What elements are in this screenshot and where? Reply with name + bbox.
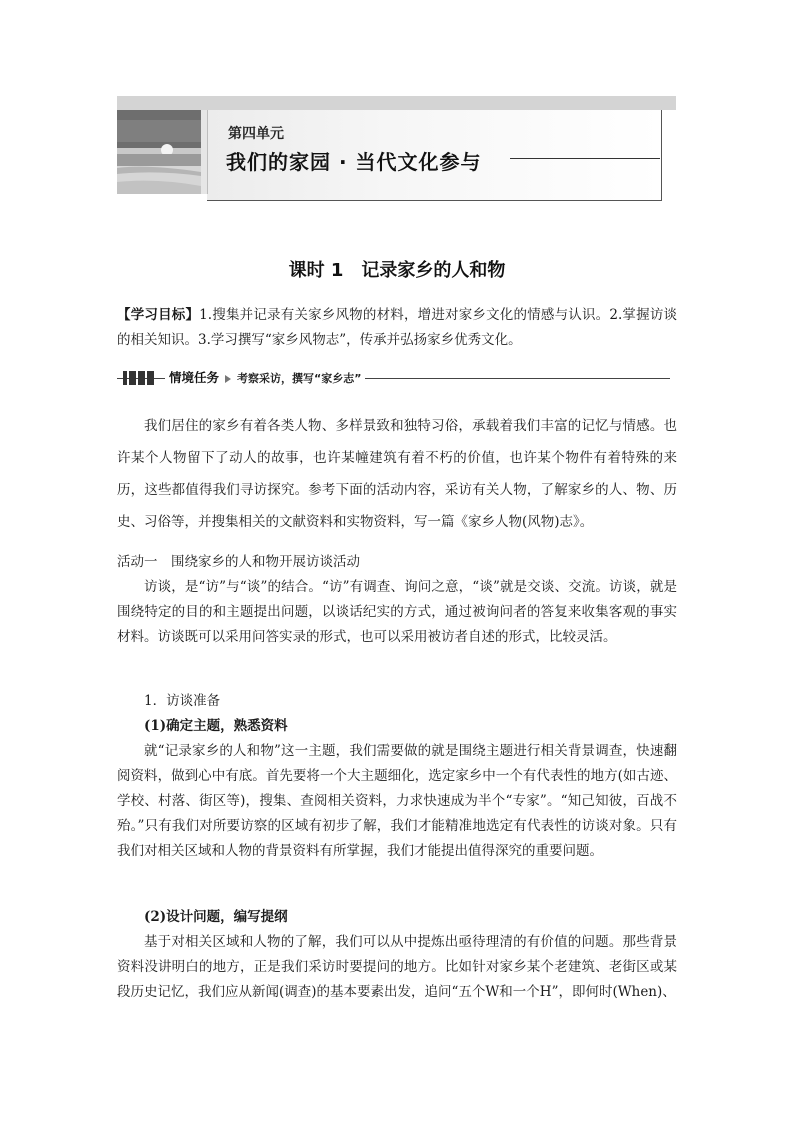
activity-heading: 活动一 围绕家乡的人和物开展访谈活动 <box>117 554 360 570</box>
task-bar-blocks <box>123 371 154 385</box>
subsection-heading-1: (1)确定主题，熟悉资料 <box>144 718 288 734</box>
unit-title-rule <box>510 158 660 159</box>
task-subtitle: 考察采访，撰写“家乡志” <box>237 372 362 385</box>
banner-frame-bottom <box>207 200 662 201</box>
learning-goals-label: 【学习目标】 <box>117 307 200 323</box>
banner-frame-right <box>661 110 662 200</box>
task-label-group <box>165 369 365 387</box>
banner-photo-edge <box>201 110 208 194</box>
activity-paragraph-2: 就“记录家乡的人和物”这一主题，我们需要做的就是围绕主题进行相关背景调查，快速翻阅资料，做到心中有底。首先要将一个大主题细化，选定家乡中一个有代表性的地方(如古迹、学校、村落、街区等)，搜集、查阅相关资料，力求快速成为半个“专家”。“知己知彼，百战不殆。”只有我们对所要访察的区域有初步了解，我们才能精准地选定有代表性的访谈对象。只有我们对相关区域和人物的背景资料有所掌握，我们才能提出值得深究的重要问题。 <box>117 743 677 859</box>
triangle-arrow-icon <box>225 375 231 383</box>
unit-label: 第四单元 <box>228 126 284 142</box>
section-heading-preparation: 1．访谈准备 <box>144 693 221 709</box>
task-label: 情境任务 <box>169 370 220 385</box>
intro-paragraph: 我们居住的家乡有着各类人物、多样景致和独特习俗，承载着我们丰富的记忆与情感。也许某个人物留下了动人的故事，也许某幢建筑有着不朽的价值，也许某个物件有着特殊的来历，这些都值得我们寻访探究。参考下面的活动内容，采访有关人物，了解家乡的人、物、历史、习俗等，并搜集相关的文献资料和实物资料，写一篇《家乡人物(风物)志》。 <box>117 418 677 530</box>
learning-goals-text: 1.搜集并记录有关家乡风物的材料，增进对家乡文化的情感与认识。2.掌握访谈的相关知识。3.学习撰写“家乡风物志”，传承并弘扬家乡优秀文化。 <box>117 307 678 348</box>
sunset-landscape-image <box>117 110 201 194</box>
unit-title: 我们的家园 · 当代文化参与 <box>226 150 482 174</box>
lesson-title: 课时 1 记录家乡的人和物 <box>288 260 506 281</box>
situation-task-bar <box>117 369 670 387</box>
activity-paragraph-3: 基于对相关区域和人物的了解，我们可以从中提炼出亟待理清的有价值的问题。那些背景资料没讲明白的地方，正是我们采访时要提问的地方。比如针对家乡某个老建筑、老街区或某段历史记忆，我们应从新闻(调查)的基本要素出发，追问“五个W和一个H”，即何时(When)、 <box>117 934 677 1000</box>
learning-goals <box>117 303 677 353</box>
banner-top-strip <box>117 96 676 110</box>
subsection-heading-2: (2)设计问题，编写提纲 <box>144 909 288 925</box>
activity-paragraph-1: 访谈，是“访”与“谈”的结合。“访”有调查、询问之意，“谈”就是交谈、交流。访谈，就是围绕特定的目的和主题提出问题，以谈话纪实的方式，通过被询问者的答复来收集客观的事实材料。访谈既可以采用问答实录的形式，也可以采用被访者自述的形式，比较灵活。 <box>117 579 677 645</box>
